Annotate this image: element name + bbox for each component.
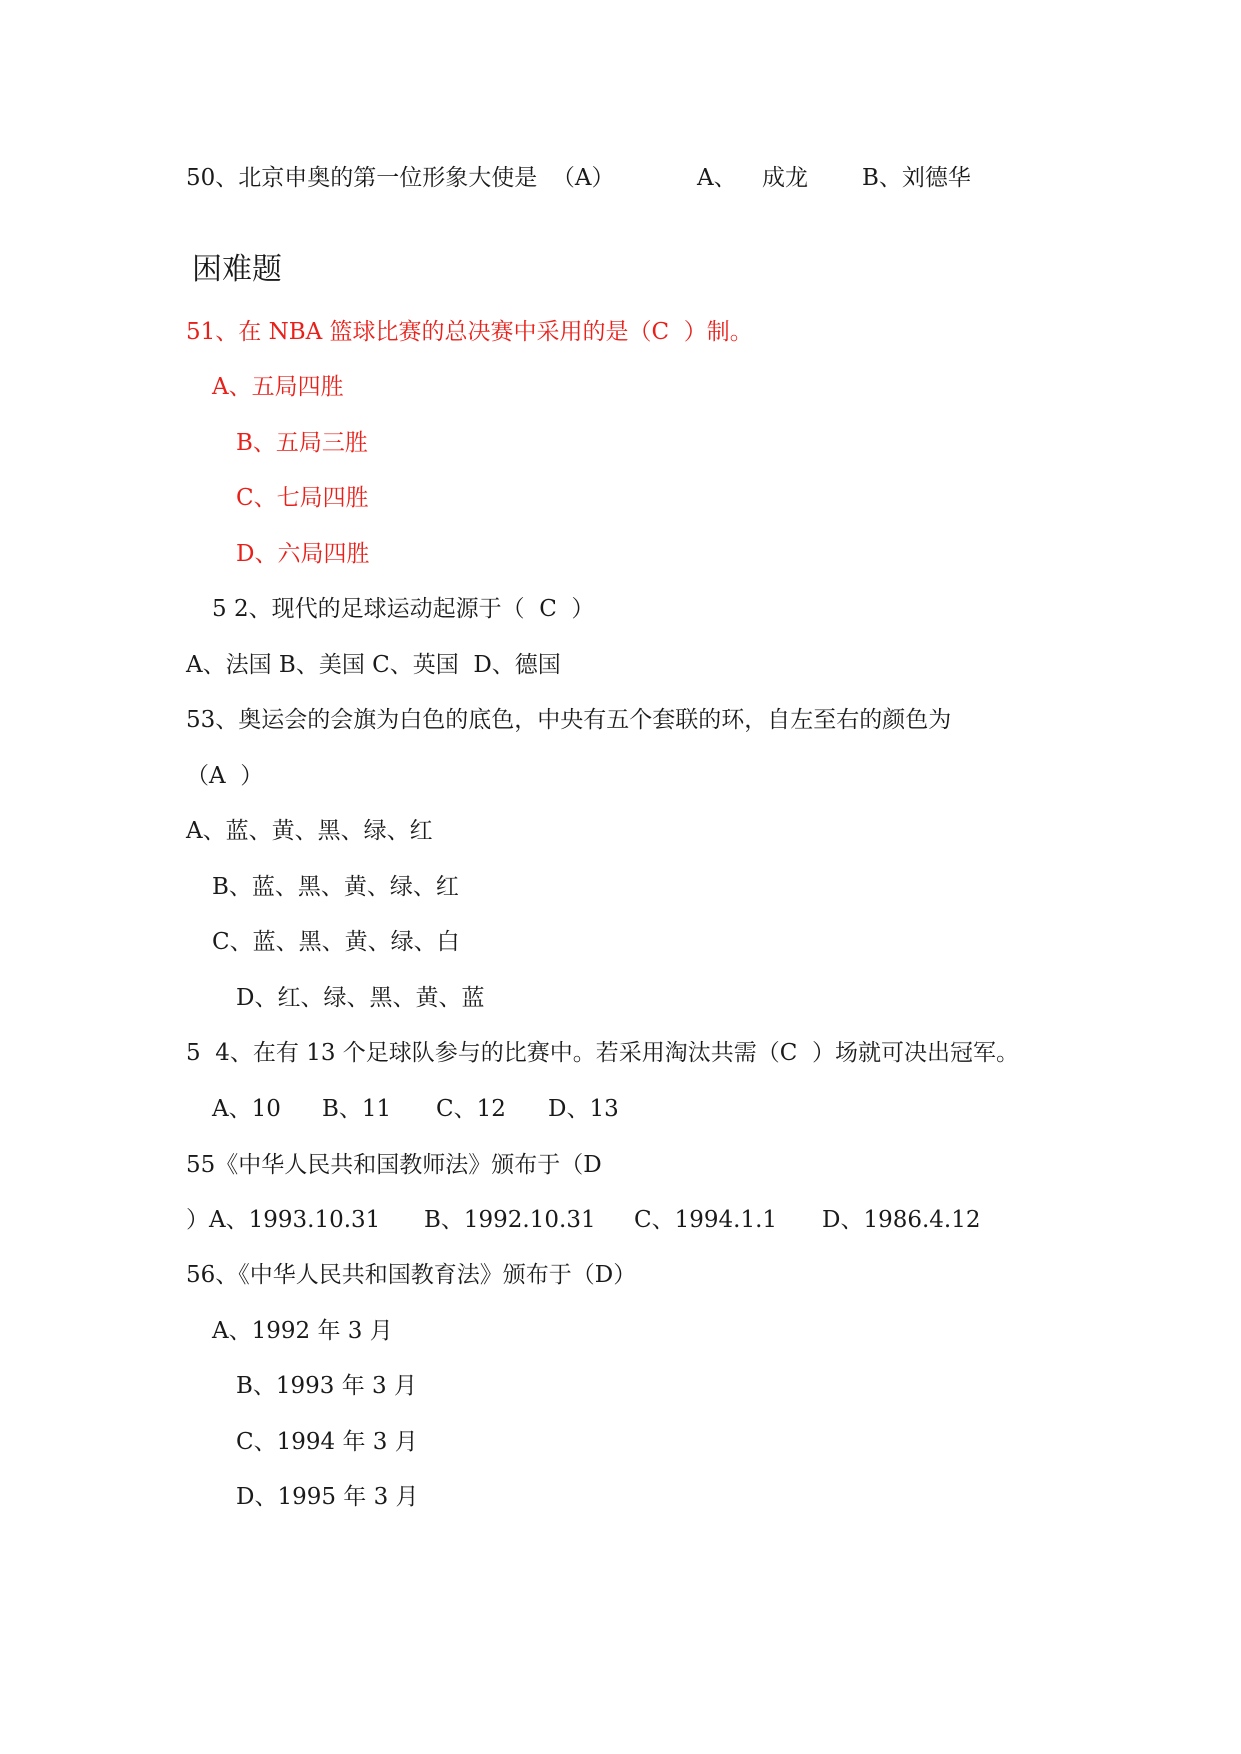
q55-option-a: ）A、1993.10.31 — [186, 1207, 381, 1233]
q54-option-c: C、12 — [436, 1096, 506, 1122]
q50-stem: 50、北京申奥的第一位形象大使是 （A） — [186, 165, 615, 191]
q55-option-b: B、1992.10.31 — [424, 1207, 596, 1233]
q50-option-a-label: A、 — [697, 165, 737, 191]
q51-option-c: C、七局四胜 — [236, 485, 369, 511]
q56-stem: 56、《中华人民共和国教育法》颁布于（D） — [186, 1262, 637, 1288]
q56-option-c: C、1994 年 3 月 — [236, 1429, 418, 1455]
q51-option-a: A、五局四胜 — [212, 374, 344, 400]
q52-stem: 5 2、现代的足球运动起源于（ C ） — [212, 596, 595, 622]
q51-stem: 51、在 NBA 篮球比赛的总决赛中采用的是（C ）制。 — [186, 319, 753, 345]
section-heading: 困难题 — [192, 252, 282, 287]
q54-option-d: D、13 — [548, 1096, 619, 1122]
q51-option-d: D、六局四胜 — [236, 541, 370, 567]
q53-option-a: A、蓝、黄、黑、绿、红 — [186, 818, 433, 844]
q54-option-a: A、10 — [212, 1096, 281, 1122]
q56-option-b: B、1993 年 3 月 — [236, 1373, 418, 1399]
q54-stem: 5 4、在有 13 个足球队参与的比赛中。若采用淘汰共需（C ）场就可决出冠军。 — [186, 1040, 1019, 1066]
q53-stem-line1: 53、奥运会的会旗为白色的底色，中央有五个套联的环，自左至右的颜色为 — [186, 707, 952, 733]
q51-option-b: B、五局三胜 — [236, 430, 368, 456]
q53-option-c: C、蓝、黑、黄、绿、白 — [212, 929, 460, 955]
q55-option-c: C、1994.1.1 — [634, 1207, 778, 1233]
q55-stem: 55《中华人民共和国教师法》颁布于（D — [186, 1152, 602, 1178]
q52-options: A、法国 B、美国 C、英国 D、德国 — [186, 652, 561, 678]
q50-option-a-text: 成龙 — [762, 165, 808, 191]
q53-option-b: B、蓝、黑、黄、绿、红 — [212, 874, 459, 900]
q54-option-b: B、11 — [322, 1096, 392, 1122]
q56-option-a: A、1992 年 3 月 — [212, 1318, 393, 1344]
q53-stem-line2: （A ） — [186, 763, 264, 789]
q50-option-b: B、刘德华 — [862, 165, 971, 191]
q55-option-d: D、1986.4.12 — [822, 1207, 981, 1233]
q53-option-d: D、红、绿、黑、黄、蓝 — [236, 985, 485, 1011]
q56-option-d: D、1995 年 3 月 — [236, 1484, 419, 1510]
